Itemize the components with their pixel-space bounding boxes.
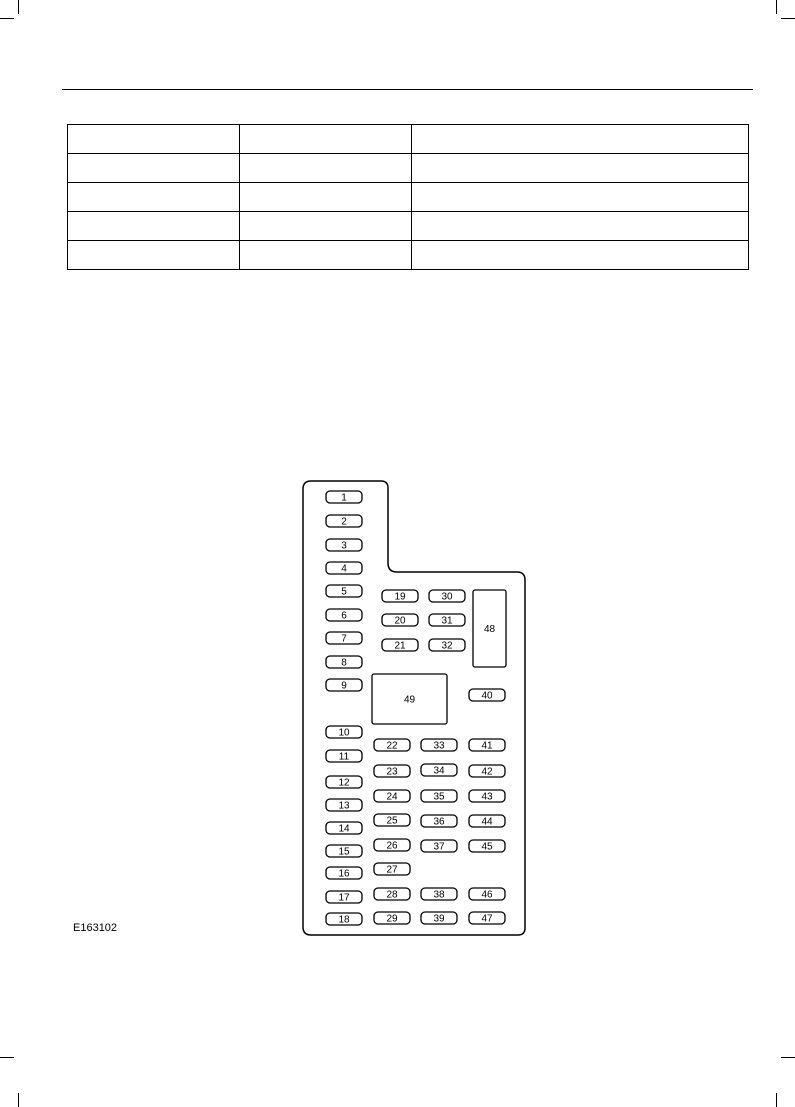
- fuse-18: [326, 913, 362, 926]
- fuse-label: 6: [341, 610, 347, 622]
- fuse-30: [429, 590, 465, 603]
- fuse-23: [374, 765, 410, 778]
- figure-label: E163102: [73, 922, 118, 934]
- fuse-label: 46: [481, 889, 493, 901]
- fuse-label: 15: [338, 846, 350, 858]
- fuse-label: 4: [341, 563, 347, 575]
- fuse-16: [326, 867, 362, 880]
- fuse-label: 38: [433, 889, 445, 901]
- fuse-12: [326, 776, 362, 789]
- fuse-label: 35: [433, 791, 445, 803]
- fuse-42: [469, 765, 505, 778]
- fuse-label: 5: [341, 586, 347, 598]
- fuse-label: 25: [386, 815, 398, 827]
- fuse-9: [326, 679, 362, 692]
- fuse-8: [326, 656, 362, 669]
- fuse-22: [374, 739, 410, 752]
- fuse-31: [429, 614, 465, 627]
- fuse-29: [374, 912, 410, 925]
- fuse-41: [469, 739, 505, 752]
- relay-48: [473, 590, 506, 667]
- fuse-label: 7: [341, 633, 347, 645]
- fuse-label: 21: [394, 640, 406, 652]
- fuse-38: [421, 888, 457, 901]
- fuse-label: 47: [481, 913, 493, 925]
- fuse-label: 2: [341, 516, 347, 528]
- fuse-17: [326, 891, 362, 904]
- fuse-label: 10: [338, 727, 350, 739]
- relay-label: 48: [483, 624, 496, 635]
- relay-49: [372, 674, 447, 724]
- fuse-label: 36: [433, 816, 445, 828]
- fuse-47: [469, 912, 505, 925]
- fuse-label: 19: [394, 591, 406, 603]
- fuse-4: [326, 562, 362, 575]
- fuse-label: 14: [338, 823, 350, 835]
- fuse-label: 22: [386, 740, 398, 752]
- fuse-label: 37: [433, 841, 445, 853]
- fuse-39: [421, 912, 457, 925]
- fuse-25: [374, 814, 410, 827]
- fuse-label: 43: [481, 791, 493, 803]
- fuse-label: 32: [441, 640, 453, 652]
- fuse-2: [326, 515, 362, 528]
- fuse-14: [326, 822, 362, 835]
- fuse-label: 27: [386, 864, 398, 876]
- fuse-37: [421, 840, 457, 853]
- fuse-15: [326, 845, 362, 858]
- fuse-19: [382, 590, 418, 603]
- fuse-24: [374, 790, 410, 803]
- fuse-label: 12: [338, 777, 350, 789]
- fuse-label: 16: [338, 868, 350, 880]
- fuse-11: [326, 750, 362, 763]
- fuse-label: 40: [481, 690, 493, 702]
- fuse-label: 3: [341, 540, 347, 552]
- fuse-label: 28: [386, 889, 398, 901]
- fuse-label: 20: [394, 615, 406, 627]
- fuse-1: [326, 491, 362, 504]
- fuse-label: 26: [386, 840, 398, 852]
- fuse-label: 23: [386, 766, 398, 778]
- fuse-6: [326, 609, 362, 622]
- fuse-label: 8: [341, 657, 347, 669]
- fuse-label: 29: [386, 913, 398, 925]
- fuse-20: [382, 614, 418, 627]
- fuse-32: [429, 639, 465, 652]
- fuse-33: [421, 739, 457, 752]
- fuse-label: 13: [338, 800, 350, 812]
- fuse-43: [469, 790, 505, 803]
- fuse-label: 1: [341, 492, 347, 504]
- fuse-26: [374, 839, 410, 852]
- fuse-34: [421, 764, 457, 777]
- fuse-27: [374, 863, 410, 876]
- fuse-13: [326, 799, 362, 812]
- fuse-label: 31: [441, 615, 453, 627]
- fuse-label: 24: [386, 791, 398, 803]
- fuse-28: [374, 888, 410, 901]
- fuse-label: 41: [481, 740, 493, 752]
- fuse-7: [326, 632, 362, 645]
- fuse-label: 11: [338, 751, 350, 763]
- fuse-5: [326, 585, 362, 598]
- fuse-label: 34: [433, 765, 445, 777]
- fuse-label: 18: [338, 914, 350, 926]
- fuse-label: 42: [481, 766, 493, 778]
- fuse-35: [421, 790, 457, 803]
- fuse-45: [469, 840, 505, 853]
- fuse-label: 17: [338, 892, 350, 904]
- relay-label: 49: [403, 694, 416, 706]
- fuse-label: 45: [481, 841, 493, 853]
- fuse-40: [469, 689, 505, 702]
- fuse-label: 39: [433, 913, 445, 925]
- fuse-label: 33: [433, 740, 445, 752]
- fuse-10: [326, 726, 362, 739]
- fuse-label: 9: [341, 680, 347, 692]
- fuse-36: [421, 815, 457, 828]
- fuse-21: [382, 639, 418, 652]
- fuse-46: [469, 888, 505, 901]
- fuse-label: 44: [481, 816, 493, 828]
- fuse-label: 30: [441, 591, 453, 603]
- fuse-44: [469, 815, 505, 828]
- fuse-3: [326, 539, 362, 552]
